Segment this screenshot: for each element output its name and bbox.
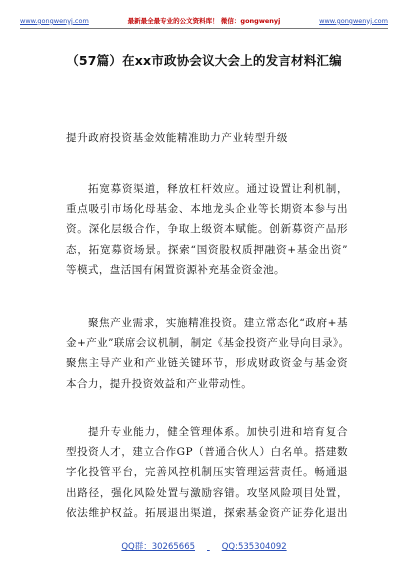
- header-link-right[interactable]: www.gongwenyj.com: [319, 16, 388, 25]
- paragraph-line: 聚焦产业需求，实施精准投资。建立常态化“政府+基: [88, 317, 348, 329]
- document-title: （57篇）在xx市政协会议大会上的发言材料汇编: [66, 53, 342, 68]
- paragraph-line: 依法维护权益。拓展退出渠道，探索基金资产证券化退出: [66, 506, 348, 519]
- paragraph-2: [66, 313, 348, 394]
- paragraph-3: [66, 422, 348, 523]
- paragraph-line: 提升专业能力，健全管理体系。加快引进和培育复合: [88, 426, 348, 438]
- footer-qq-group[interactable]: QQ群：30265665: [121, 542, 196, 552]
- paragraph-line: 资。深化层级合作，争取上级资本赋能。创新募资产品形: [66, 223, 348, 236]
- paragraph-line: 型投资人才，建立合作GP（普通合伙人）白名单。搭建数: [66, 446, 348, 459]
- page-footer: [0, 540, 408, 552]
- header-slogan: 最新最全最专业的公文资料库！ 微信：gongwenyj: [127, 16, 281, 25]
- paragraph-1: [66, 179, 348, 280]
- paragraph-line: 金+产业”联席会议机制，制定《基金投资产业导向目录》。: [66, 337, 350, 350]
- paragraph-line: 出路径，强化风险处置与激励容错。攻坚风险项目处置，: [66, 486, 348, 499]
- paragraph-line: 本合力，提升投资效益和产业带动性。: [66, 377, 253, 390]
- footer-qq[interactable]: QQ:535304092: [221, 542, 287, 552]
- header-link-left[interactable]: www.gongwenyj.com: [20, 16, 89, 25]
- paragraph-line: 等模式，盘活国有闲置资源补充基金资金池。: [66, 263, 285, 276]
- page-header: [20, 14, 388, 28]
- paragraph-line: 字化投管平台，完善风控机制压实管理运营责任。畅通退: [66, 466, 348, 479]
- paragraph-line: 拓宽募资渠道，释放杠杆效应。通过设置让利机制，: [88, 183, 348, 195]
- header-divider: [20, 28, 388, 29]
- paragraph-line: 聚焦主导产业和产业链关键环节，形成财政资金与基金资: [66, 357, 348, 370]
- section-subtitle: 提升政府投资基金效能精准助力产业转型升级: [66, 132, 288, 144]
- paragraph-line: 态，拓宽募资场景。探索“国资股权质押融资+基金出资”: [66, 243, 348, 256]
- paragraph-line: 重点吸引市场化母基金、本地龙头企业等长期资本参与出: [66, 203, 348, 216]
